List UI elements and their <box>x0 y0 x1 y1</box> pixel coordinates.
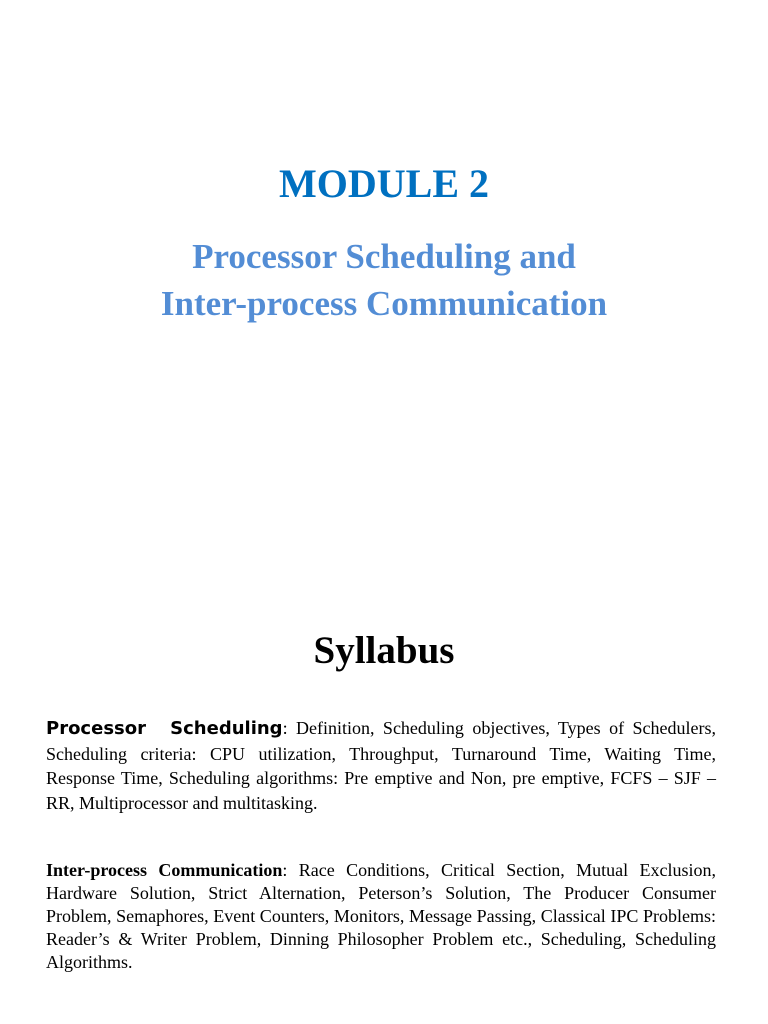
subtitle-line-1: Processor Scheduling and <box>192 237 576 276</box>
section-body: Race Conditions, Critical Section, Mutual Exclusion, Hardware Solution, Strict Alternation, Peterson’s Solution, The Producer Consumer Problem, Semaphores, Event Counters, Monitors, Message Passing, Classical IPC Problems: Reader’s & Writer Problem, Dinning Philosopher Problem etc., Scheduling, Scheduling Algorithms. <box>46 860 717 972</box>
section-separator: : <box>282 718 288 738</box>
module-subtitle <box>0 233 768 327</box>
syllabus-section-inter-process-communication <box>46 859 716 974</box>
section-separator: : <box>282 860 288 880</box>
syllabus-heading: Syllabus <box>313 629 455 672</box>
syllabus-section-processor-scheduling <box>46 716 716 815</box>
module-title: MODULE 2 <box>279 161 489 206</box>
section-body: Definition, Scheduling objectives, Types of Schedulers, Scheduling criteria: CPU utilization, Throughput, Turnaround Time, Waiting Time, Response Time, Scheduling algorithms: Pre emptive and Non, pre emptive, FCFS – SJF – RR, Multiprocessor and multitasking. <box>46 718 716 813</box>
subtitle-line-2: Inter-process Communication <box>160 284 608 323</box>
section-title: Processor Scheduling <box>46 718 283 739</box>
section-title: Inter-process Communication <box>46 860 283 880</box>
